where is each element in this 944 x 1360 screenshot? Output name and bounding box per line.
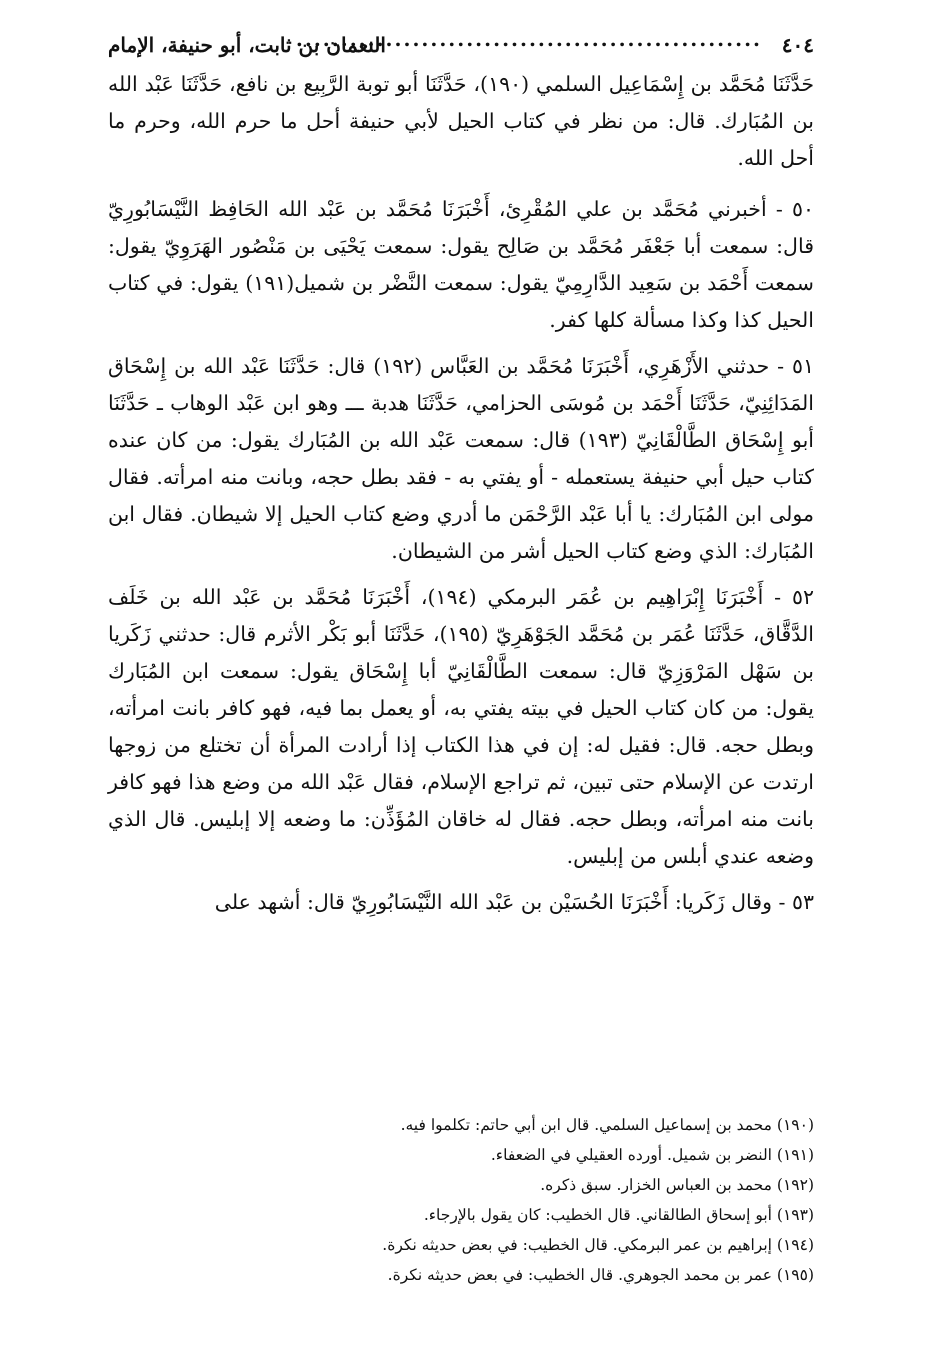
header-leader-dots: .................................................... — [295, 27, 762, 51]
header-title: النعمان بن ثابت، أبو حنيفة، الإمام — [108, 33, 386, 57]
footnote-192: (١٩٢) محمد بن العباس الخزار. سبق ذكره. — [540, 1176, 814, 1194]
paragraph-continuation: حَدَّثَنَا مُحَمَّد بن إِسْمَاعِيل السلمي (١٩٠)، حَدَّثَنَا أبو توبة الرَّبِيع بن نافع، حَدَّثَنَا عَبْد الله بن المُبَارك. قال: من نظر في كتاب الحيل لأبي حنيفة أحل ما حرم الله، وحرم ما أحل الله. — [108, 72, 814, 170]
footnote-194: (١٩٤) إبراهيم بن عمر البرمكي. قال الخطيب: في بعض حديثه نكرة. — [382, 1236, 814, 1254]
paragraph-53: ٥٣ - وقال زَكَريا: أَخْبَرَنَا الحُسَيْن بن عَبْد الله النَّيْسَابُورِيّ قال: أشهد على — [214, 890, 814, 914]
footnote-190: (١٩٠) محمد بن إسماعيل السلمي. قال ابن أبي حاتم: تكلموا فيه. — [400, 1116, 814, 1134]
paragraph-50: ٥٠ - أخبرني مُحَمَّد بن علي المُقْرِئ، أَخْبَرَنَا مُحَمَّد بن عَبْد الله الحَافِظ النَّيْسَابُورِيّ قال: سمعت أبا جَعْفَر مُحَمَّد بن صَالِح يقول: سمعت يَحْيَى بن مَنْصُور الهَرَوِيّ يقول: سمعت أَحْمَد بن سَعِيد الدَّارِمِيّ يقول: سمعت النَّضْر بن شميل(١٩١) يقول: في كتاب الحيل كذا وكذا مسألة كلها كفر. — [108, 197, 814, 332]
footnote-191: (١٩١) النضر بن شميل. أورده العقيلي في الضعفاء. — [490, 1146, 814, 1164]
page-number: ٤٠٤ — [781, 33, 814, 57]
main-text — [108, 66, 814, 930]
footnote-195: (١٩٥) عمر بن محمد الجوهري. قال الخطيب: في بعض حديثه نكرة. — [387, 1266, 814, 1284]
paragraph-52: ٥٢ - أَخْبَرَنَا إِبْرَاهِيم بن عُمَر البرمكي (١٩٤)، أَخْبَرَنَا مُحَمَّد بن عَبْد الله بن خَلَف الدَّقَّاق، حَدَّثَنَا عُمَر بن مُحَمَّد الجَوْهَرِيّ (١٩٥)، حَدَّثَنَا أبو بَكْر الأثرم قال: حدثني زَكَريا بن سَهْل المَرْوَزِيّ قال: سمعت الطَّالْقَانِيّ أبا إِسْحَاق يقول: سمعت ابن المُبَارك يقول: من كان كتاب الحيل في بيته يفتي به، أو يعمل بما فيه، فهو كافر بانت امرأته، وبطل حجه. قال: فقيل له: إن في هذا الكتاب إذا أرادت المرأة أن تختلع من زوجها ارتدت عن الإسلام حتى تبين، ثم تراجع الإسلام، فقال عَبْد الله من وضع هذا فهو كافر بانت منه امرأته، وبطل حجه. فقال له خاقان المُؤَذِّن: ما وضعه إلا إبليس. قال الذي وضعه عندي أبلس من إبليس. — [108, 585, 814, 868]
paragraph-51: ٥١ - حدثني الأَزْهَرِي، أَخْبَرَنَا مُحَمَّد بن العَبَّاس (١٩٢) قال: حَدَّثَنَا عَبْد الله بن إِسْحَاق المَدَائِنِيّ، حَدَّثَنَا أَحْمَد بن مُوسَى الحزامي، حَدَّثَنَا هدبة ـــ وهو ابن عَبْد الوهاب ـ حَدَّثَنَا أبو إِسْحَاق الطَّالْقَانِيّ (١٩٣) قال: سمعت عَبْد الله بن المُبَارك يقول: من كان عنده كتاب حيل أبي حنيفة يستعمله - أو يفتي به - فقد بطل حجه، وبانت منه امرأته. فقال مولى ابن المُبَارك: يا أبا عَبْد الرَّحْمَن ما أدري وضع كتاب الحيل إلا شيطان. فقال ابن المُبَارك: الذي وضع كتاب الحيل أشر من الشيطان. — [108, 354, 815, 563]
footnote-193: (١٩٣) أبو إسحاق الطالقاني. قال الخطيب: كان يقول بالإرجاء. — [423, 1206, 814, 1224]
footnotes — [250, 1110, 814, 1290]
running-header — [108, 27, 814, 60]
